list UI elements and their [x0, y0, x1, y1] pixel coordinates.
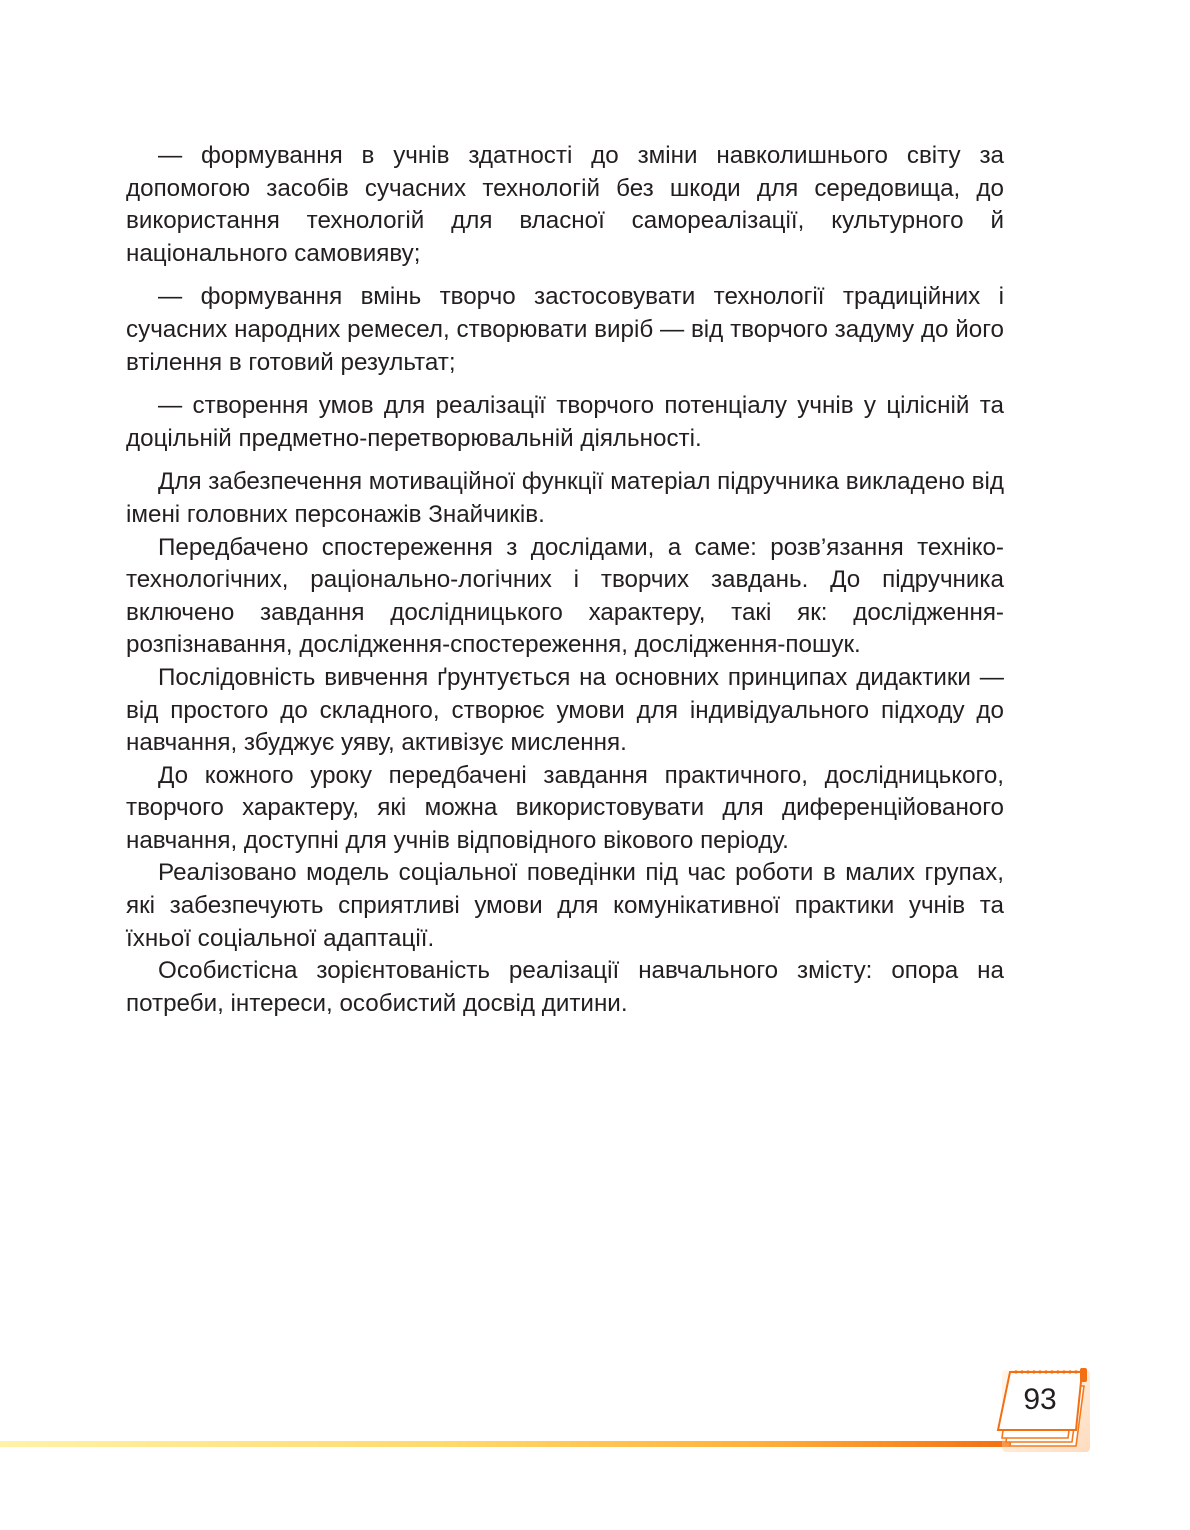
body-text [126, 140, 1004, 1020]
paragraph-personal-orientation: Особистісна зорієнтованість реалізації навчального змісту: опора на потреби, інтереси, особистий досвід дитини. [126, 957, 1004, 1017]
paragraph-goal-3: — створення умов для реалізації творчого потенціалу учнів у цілісній та доцільній предметно-перетворювальній діяльності. [126, 392, 1004, 452]
paragraph-sequence: Послідовність вивчення ґрунтується на основних принципах дидактики — від простого до складного, створює умови для індивідуального підходу до навчання, збуджує уяву, активізує мислення. [126, 663, 1004, 757]
paragraph-experiments: Передбачено спостереження з дослідами, а саме: розв’язання техніко-технологічних, раціонально-логічних і творчих завдань. До підручника включено завдання дослідницького характеру, такі як: дослідження-розпізнавання, дослідження-спостереження, дослідження-пошук. [126, 533, 1004, 659]
page-number: 93 [1023, 1383, 1057, 1416]
paragraph-goal-1: — формування в учнів здатності до зміни навколишнього світу за допомогою засобів сучасних технологій без шкоди для середовища, до використання технологій для власної самореалізації, культурного й національного самовияву; [126, 142, 1004, 267]
paragraph-social-model: Реалізовано модель соціальної поведінки під час роботи в малих групах, які забезпечують сприятливі умови для комунікативної практики учнів та їхньої соціальної адаптації. [126, 859, 1004, 952]
paragraph-goal-2: — формування вмінь творчо застосовувати технології традиційних і сучасних народних ремесел, створювати виріб — від творчого задуму до його втілення в готовий результат; [126, 283, 1004, 376]
footer-gradient-line [0, 1441, 1010, 1447]
paragraph-tasks: До кожного уроку передбачені завдання практичного, дослідницького, творчого характеру, які можна використовувати для диференційованого навчання, доступні для учнів відповідного вікового періоду. [126, 761, 1004, 854]
paragraph-motivation: Для забезпечення мотиваційної функції матеріал підручника викладено від імені головних персонажів Знайчиків. [126, 468, 1005, 528]
